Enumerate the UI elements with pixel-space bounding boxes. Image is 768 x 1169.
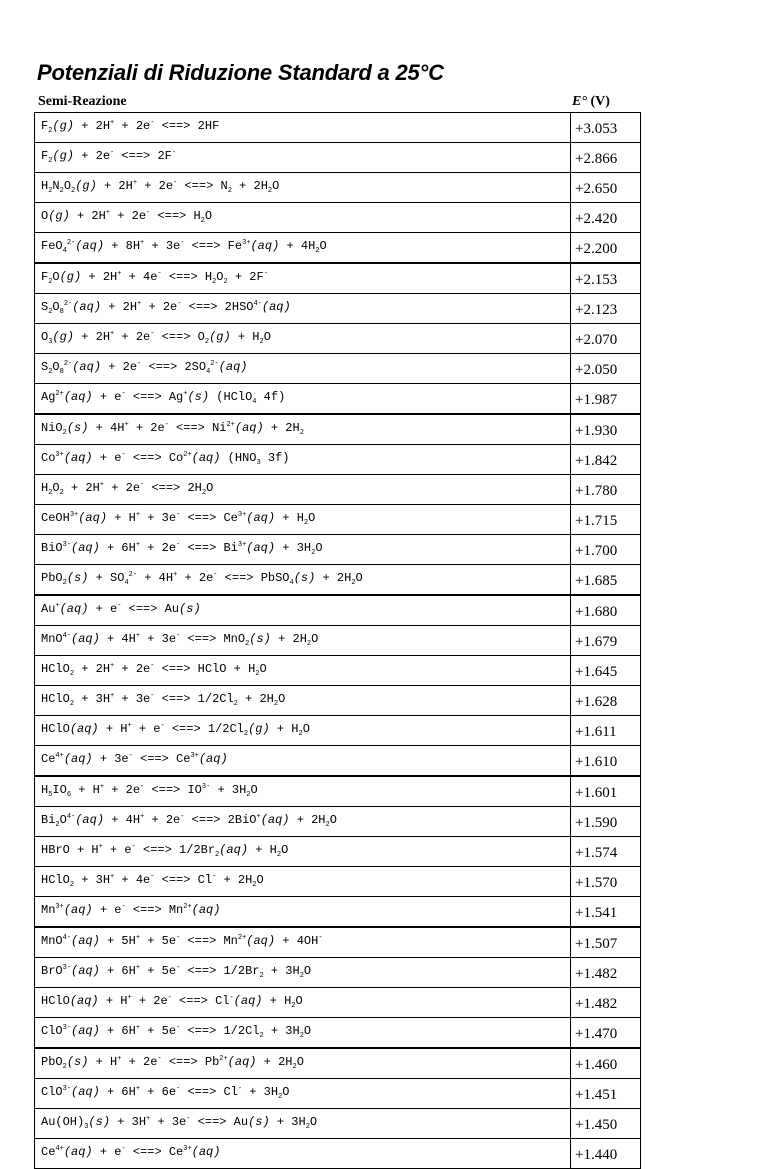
half-reaction-cell: HClO$_2$ + 3H+ + 3e- <==> $1/2Cl_2 + 2H_2O$ [35, 686, 571, 716]
potential-cell: +1.611 [571, 716, 641, 746]
half-reaction-cell: $S_2O_8^{2-}(aq) + 2e^-$ <==> $2SO_4^{2-}(aq)$ [35, 354, 571, 384]
half-reaction-cell: PbO$_2$(s) + H+ + 2e- <==> $Pb^{2+}(aq) + 2H_2O$ [35, 1048, 571, 1079]
half-reaction-cell: HClO(aq) + H+ + 2e- <==> $Cl^-(aq) + H_2O$ [35, 988, 571, 1018]
potential-cell: +1.507 [571, 927, 641, 958]
table-row [35, 173, 641, 203]
table-row [35, 1079, 641, 1109]
half-reaction-cell: BrO$^{3-}$(aq) + 6H+ + 5e- <==> $1/2Br_2 + 3H_2O$ [35, 958, 571, 988]
table-row [35, 897, 641, 928]
table-row [35, 958, 641, 988]
table-row [35, 595, 641, 626]
half-reaction-cell: $H_2N_2O_2(g) + 2H^+ + 2e^-$ <==> $N_2 + 2H_2O$ [35, 173, 571, 203]
table-row [35, 656, 641, 686]
table-row [35, 807, 641, 837]
half-reaction-cell: HClO(aq) + H+ + e- <==> $1/2Cl_2(g) + H_2O$ [35, 716, 571, 746]
table-row [35, 505, 641, 535]
potential-cell: +1.842 [571, 445, 641, 475]
potential-cell: +1.451 [571, 1079, 641, 1109]
potential-cell: +1.450 [571, 1109, 641, 1139]
page-title: Potenziali di Riduzione Standard a 25°C [37, 60, 444, 85]
table-row [35, 535, 641, 565]
potential-cell: +1.440 [571, 1139, 641, 1169]
table-row [35, 1139, 641, 1169]
table-row [35, 686, 641, 716]
potential-cell: +1.987 [571, 384, 641, 415]
table-row [35, 716, 641, 746]
potential-cell: +1.482 [571, 958, 641, 988]
column-header-potential [572, 94, 610, 110]
half-reaction-cell: $Mn^{3+}(aq) + e^-$ <==> $Mn^{2+}(aq)$ [35, 897, 571, 928]
potential-cell: +1.930 [571, 414, 641, 445]
table-row [35, 746, 641, 777]
potentials-table-body [35, 113, 641, 1169]
half-reaction-cell: $Ce^{4+}(aq) + 3e^-$ <==> $Ce^{3+}(aq)$ [35, 746, 571, 777]
potential-cell: +3.053 [571, 113, 641, 143]
table-row [35, 1018, 641, 1049]
half-reaction-cell: HClO$_2$ + 3H+ + 4e- <==> $Cl^- + 2H_2O$ [35, 867, 571, 897]
potential-cell: +1.780 [571, 475, 641, 505]
half-reaction-cell: NiO$_2$(s) + 4H+ + 2e- <==> $Ni^{2+}(aq) + 2H_2$ [35, 414, 571, 445]
column-header-reaction: Semi-Reazione [38, 94, 127, 109]
potential-cell: +2.070 [571, 324, 641, 354]
table-row [35, 414, 641, 445]
half-reaction-cell: $PbO_2(s) + SO_4^{2-} + 4H^+ + 2e^-$ <==> PbSO$_4$(s) + $2H_2O$ [35, 565, 571, 596]
potential-cell: +1.460 [571, 1048, 641, 1079]
potential-cell: +2.420 [571, 203, 641, 233]
potential-cell: +1.715 [571, 505, 641, 535]
table-row [35, 988, 641, 1018]
half-reaction-cell: HClO$_2$ + 2H+ + 2e- <==> HClO + $H_2O$ [35, 656, 571, 686]
half-reaction-cell: $F_2O(g) + 2H^+ + 4e^-$ <==> $H_2O_2 + 2F^-$ [35, 263, 571, 294]
table-row [35, 867, 641, 897]
half-reaction-cell: $Co^{3+}(aq) + e^-$ <==> $Co^{2+}(aq)$ ($HNO_3$ 3f) [35, 445, 571, 475]
table-row [35, 565, 641, 596]
potential-cell: +2.123 [571, 294, 641, 324]
table-row [35, 927, 641, 958]
potential-cell: +1.570 [571, 867, 641, 897]
half-reaction-cell: BiO$^{3-}$(aq) + 6H+ + 2e- <==> $Bi^{3+}(aq) + 3H_2O$ [35, 535, 571, 565]
potential-cell: +1.679 [571, 626, 641, 656]
half-reaction-cell: $F_2(g) + 2H^+ + 2e^-$ <==> 2HF [35, 113, 571, 143]
potential-cell: +2.200 [571, 233, 641, 264]
potentials-table [34, 112, 641, 1169]
potential-symbol: E° [572, 94, 587, 109]
half-reaction-cell: $O_3(g) + 2H^+ + 2e^-$ <==> $O_2(g) + H_2O$ [35, 324, 571, 354]
potential-cell: +1.574 [571, 837, 641, 867]
half-reaction-cell: MnO$^{4-}$(aq) + 5H+ + 5e- <==> $Mn^{2+}(aq) + 4OH^-$ [35, 927, 571, 958]
half-reaction-cell: $Ce^{4+}(aq) + e^-$ <==> $Ce^{3+}(aq)$ [35, 1139, 571, 1169]
potential-cell: +2.153 [571, 263, 641, 294]
potential-cell: +2.050 [571, 354, 641, 384]
potential-cell: +1.590 [571, 807, 641, 837]
table-row [35, 837, 641, 867]
half-reaction-cell: $H_5IO_6 + H^+ + 2e^-$ <==> $IO^{3-} + 3H_2O$ [35, 776, 571, 807]
half-reaction-cell: $S_2O_8^{2-}(aq) + 2H^+ + 2e^-$ <==> $2HSO^{4-}(aq)$ [35, 294, 571, 324]
potential-cell: +1.700 [571, 535, 641, 565]
half-reaction-cell: FeO$_4^{2-}$(aq) + 8H+ + 3e- <==> $Fe^{3+}(aq) + 4H_2O$ [35, 233, 571, 264]
potential-cell: +1.628 [571, 686, 641, 716]
potential-cell: +1.601 [571, 776, 641, 807]
table-row [35, 233, 641, 264]
table-row [35, 384, 641, 415]
half-reaction-cell: $Bi_2O^{4-}(aq) + 4H^+ + 2e^-$ <==> $2BiO^+(aq) + 2H_2O$ [35, 807, 571, 837]
potential-cell: +1.645 [571, 656, 641, 686]
half-reaction-cell: ClO$^{3-}$(aq) + 6H+ + 5e- <==> $1/2Cl_2 + 3H_2O$ [35, 1018, 571, 1049]
table-row [35, 776, 641, 807]
potential-cell: +1.685 [571, 565, 641, 596]
table-row [35, 1109, 641, 1139]
half-reaction-cell: $F_2(g) + 2e^-$ <==> 2F- [35, 143, 571, 173]
half-reaction-cell: $H_2O_2 + 2H^+ + 2e^-$ <==> $2H_2O$ [35, 475, 571, 505]
table-row [35, 445, 641, 475]
table-row [35, 263, 641, 294]
table-row [35, 475, 641, 505]
half-reaction-cell: $Au(OH)_3(s) + 3H^+ + 3e^-$ <==> $Au(s) + 3H_2O$ [35, 1109, 571, 1139]
half-reaction-cell: MnO$^{4-}$(aq) + 4H+ + 3e- <==> $MnO_2(s) + 2H_2O$ [35, 626, 571, 656]
half-reaction-cell: Au+(aq) + e- <==> Au(s) [35, 595, 571, 626]
half-reaction-cell: O(g) + 2H+ + 2e- <==> $H_2O$ [35, 203, 571, 233]
potential-cell: +2.650 [571, 173, 641, 203]
half-reaction-cell: ClO$^{3-}$(aq) + 6H+ + 6e- <==> $Cl^- + 3H_2O$ [35, 1079, 571, 1109]
potential-cell: +1.541 [571, 897, 641, 928]
half-reaction-cell: HBrO + H+ + e- <==> $1/2Br_2(aq) + H_2O$ [35, 837, 571, 867]
potential-cell: +2.866 [571, 143, 641, 173]
potential-unit: (V) [590, 94, 610, 109]
potential-cell: +1.680 [571, 595, 641, 626]
half-reaction-cell: $Ag^{2+}(aq) + e^-$ <==> Ag+(s) (HClO$_4$ 4f) [35, 384, 571, 415]
potential-cell: +1.482 [571, 988, 641, 1018]
table-row [35, 294, 641, 324]
table-row [35, 354, 641, 384]
potential-cell: +1.470 [571, 1018, 641, 1049]
potential-cell: +1.610 [571, 746, 641, 777]
table-row [35, 113, 641, 143]
table-row [35, 203, 641, 233]
table-row [35, 143, 641, 173]
table-row [35, 1048, 641, 1079]
table-row [35, 626, 641, 656]
table-row [35, 324, 641, 354]
half-reaction-cell: CeOH$^{3+}$(aq) + H+ + 3e- <==> $Ce^{3+}(aq) + H_2O$ [35, 505, 571, 535]
